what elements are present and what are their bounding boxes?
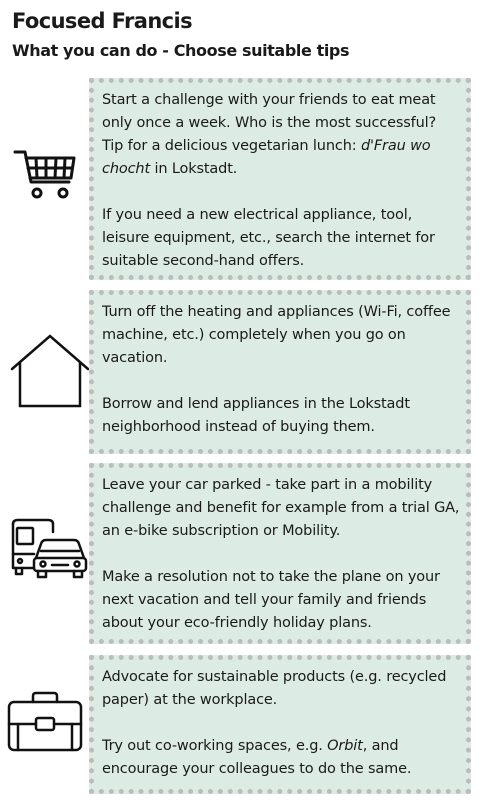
- tip-paragraph: Make a resolution not to take the plane on your next vacation and tell your family and friends about your eco-friendly holiday plans.: [102, 569, 440, 631]
- tips-card-home: [89, 290, 471, 454]
- tips-card-work: [89, 655, 471, 794]
- tip-paragraph: Turn off the heating and appliances (Wi-Fi, coffee machine, etc.) completely when you go on vacation.: [102, 304, 451, 366]
- tip-paragraph: Leave your car parked - take part in a mobility challenge and benefit for example from a trial GA, an e-bike subscription or Mobility.: [102, 477, 460, 539]
- tips-card-mobility: [89, 463, 471, 644]
- tip-paragraph: If you need a new electrical appliance, tool, leisure equipment, etc., search the internet for suitable second-hand offers.: [102, 207, 435, 269]
- shopping-cart-icon: [13, 148, 77, 202]
- page-title: Focused Francis: [12, 9, 193, 33]
- tip-paragraph: Start a challenge with your friends to eat meat only once a week. Who is the most successful? Tip for a delicious vegetarian lunch: d'Frau wo chocht in Lokstadt.: [102, 92, 437, 177]
- page-subtitle: What you can do - Choose suitable tips: [12, 41, 350, 60]
- bus-and-car-icon: [8, 518, 88, 582]
- tip-paragraph: Try out co-working spaces, e.g. Orbit, and encourage your colleagues to do the same.: [102, 738, 412, 777]
- tip-paragraph: Borrow and lend appliances in the Lokstadt neighborhood instead of buying them.: [102, 396, 410, 435]
- house-icon: [10, 333, 90, 409]
- tip-paragraph: Advocate for sustainable products (e.g. recycled paper) at the workplace.: [102, 669, 447, 708]
- tips-card-shopping: [89, 78, 471, 280]
- briefcase-icon: [6, 690, 84, 754]
